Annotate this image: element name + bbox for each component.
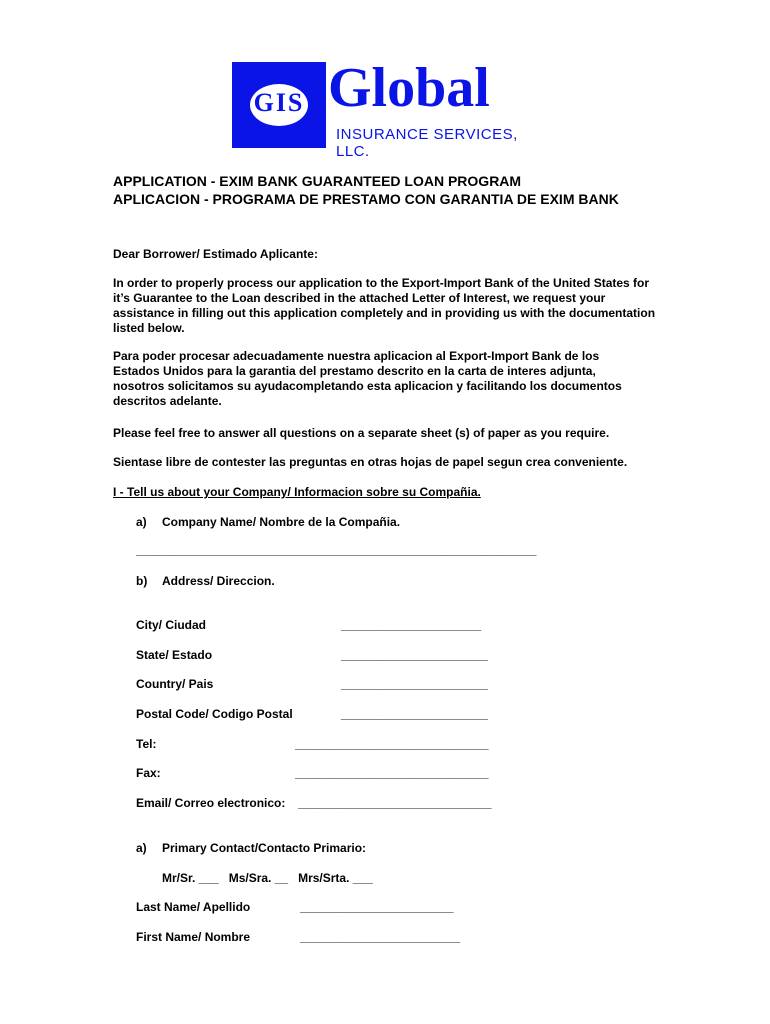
city-field[interactable]: _____________________ xyxy=(341,618,482,632)
logo-subtitle: INSURANCE SERVICES, LLC. xyxy=(336,126,518,160)
item-a-marker: a) xyxy=(136,515,147,529)
tel-label: Tel: xyxy=(136,737,157,751)
title-line-2: APLICACION - PROGRAMA DE PRESTAMO CON GARANTIA DE EXIM BANK xyxy=(113,191,619,207)
email-field[interactable]: _____________________________ xyxy=(298,796,492,810)
city-label: City/ Ciudad xyxy=(136,618,207,632)
first-name-label: First Name/ Nombre xyxy=(136,930,251,944)
section-heading: I - Tell us about your Company/ Informacion sobre su Compañia. xyxy=(113,485,481,499)
first-name-field[interactable]: ________________________ xyxy=(300,930,461,944)
fax-label: Fax: xyxy=(136,766,161,780)
state-field[interactable]: ______________________ xyxy=(341,648,488,662)
logo-gis-text: GIS xyxy=(253,88,305,117)
postal-code-label: Postal Code/ Codigo Postal xyxy=(136,707,293,721)
salutation-options[interactable]: Mr/Sr. ___ Ms/Sra. __ Mrs/Srta. ___ xyxy=(162,871,373,885)
contact-marker: a) xyxy=(136,841,147,855)
company-name-field[interactable]: ____________________________________________________________ xyxy=(136,543,537,557)
postal-code-field[interactable]: ______________________ xyxy=(341,707,488,721)
primary-contact-label: Primary Contact/Contacto Primario: xyxy=(162,841,367,855)
fax-field[interactable]: _____________________________ xyxy=(295,766,489,780)
greeting: Dear Borrower/ Estimado Aplicante: xyxy=(113,247,318,261)
note-english: Please feel free to answer all questions on a separate sheet (s) of paper as you require. xyxy=(113,426,610,440)
last-name-label: Last Name/ Apellido xyxy=(136,900,251,914)
tel-field[interactable]: _____________________________ xyxy=(295,737,489,751)
country-field[interactable]: ______________________ xyxy=(341,677,488,691)
address-label: Address/ Direccion. xyxy=(162,574,275,588)
item-b-marker: b) xyxy=(136,574,148,588)
paragraph-spanish: Para poder procesar adecuadamente nuestra aplicacion al Export-Import Bank de los Estados Unidos para la garantia del prestamo descrito en la carta de interes adjunta, nosotros solicitamos su ayudacompletando esta aplicacion y facilitando los documentos descritos adelante. xyxy=(113,349,622,408)
company-name-label: Company Name/ Nombre de la Compañia. xyxy=(162,515,401,529)
last-name-field[interactable]: _______________________ xyxy=(300,900,454,914)
state-label: State/ Estado xyxy=(136,648,213,662)
company-logo xyxy=(232,57,540,160)
logo-emblem xyxy=(232,62,326,148)
country-label: Country/ Pais xyxy=(136,677,214,691)
email-label: Email/ Correo electronico: xyxy=(136,796,286,810)
paragraph-english: In order to properly process our application to the Export-Import Bank of the United States for it’s Guarantee to the Loan described in the attached Letter of Interest, we request your assistance in filling out this application completely and in providing us with the documentation listed below. xyxy=(113,276,656,335)
title-line-1: APPLICATION - EXIM BANK GUARANTEED LOAN PROGRAM xyxy=(113,173,522,189)
logo-name: Global xyxy=(328,57,490,119)
note-spanish: Sientase libre de contester las preguntas en otras hojas de papel segun crea conveniente. xyxy=(113,455,628,469)
